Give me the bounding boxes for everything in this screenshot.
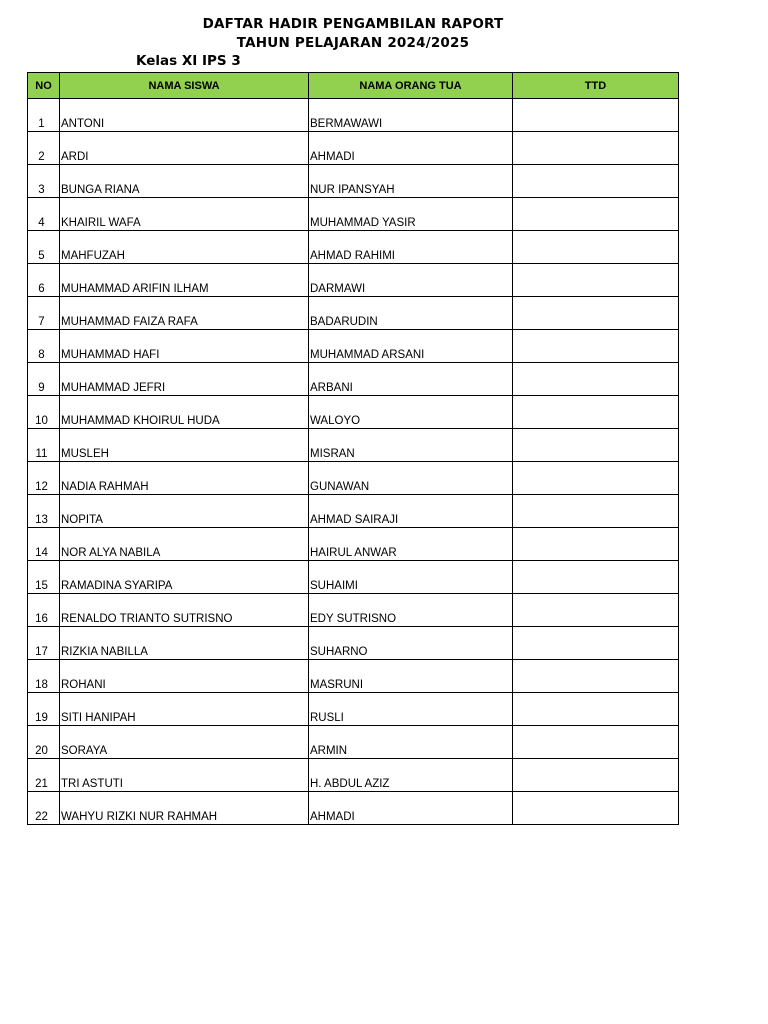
signature-cell [513,330,679,363]
parent-name: SUHAIMI [309,561,513,594]
signature-cell [513,726,679,759]
parent-name: MUHAMMAD YASIR [309,198,513,231]
signature-cell [513,660,679,693]
parent-name: EDY SUTRISNO [309,594,513,627]
student-name: SITI HANIPAH [60,693,309,726]
signature-cell [513,627,679,660]
student-name: MUSLEH [60,429,309,462]
parent-name: MASRUNI [309,660,513,693]
row-number: 19 [28,693,60,726]
signature-cell [513,759,679,792]
table-row [28,132,679,165]
table-row [28,627,679,660]
signature-cell [513,495,679,528]
table-row [28,528,679,561]
row-number: 10 [28,396,60,429]
row-number: 21 [28,759,60,792]
parent-name: AHMADI [309,132,513,165]
parent-name: H. ABDUL AZIZ [309,759,513,792]
signature-cell [513,132,679,165]
student-name: MUHAMMAD FAIZA RAFA [60,297,309,330]
student-name: MUHAMMAD ARIFIN ILHAM [60,264,309,297]
signature-cell [513,462,679,495]
signature-cell [513,363,679,396]
row-number: 18 [28,660,60,693]
table-row [28,363,679,396]
parent-name: MUHAMMAD ARSANI [309,330,513,363]
student-name: MUHAMMAD JEFRI [60,363,309,396]
parent-name: AHMAD SAIRAJI [309,495,513,528]
student-name: NOPITA [60,495,309,528]
student-name: ARDI [60,132,309,165]
table-header-row [28,73,679,99]
student-name: RIZKIA NABILLA [60,627,309,660]
student-name: KHAIRIL WAFA [60,198,309,231]
row-number: 20 [28,726,60,759]
table-row [28,330,679,363]
row-number: 3 [28,165,60,198]
table-row [28,165,679,198]
parent-name: MISRAN [309,429,513,462]
table-row [28,297,679,330]
header-nama-orang-tua: NAMA ORANG TUA [309,73,513,99]
row-number: 4 [28,198,60,231]
row-number: 2 [28,132,60,165]
signature-cell [513,297,679,330]
table-row [28,231,679,264]
student-name: MUHAMMAD HAFI [60,330,309,363]
table-row [28,264,679,297]
row-number: 13 [28,495,60,528]
row-number: 5 [28,231,60,264]
signature-cell [513,561,679,594]
student-name: RENALDO TRIANTO SUTRISNO [60,594,309,627]
signature-cell [513,693,679,726]
row-number: 12 [28,462,60,495]
row-number: 22 [28,792,60,825]
row-number: 15 [28,561,60,594]
parent-name: GUNAWAN [309,462,513,495]
parent-name: ARBANI [309,363,513,396]
row-number: 14 [28,528,60,561]
student-name: RAMADINA SYARIPA [60,561,309,594]
student-name: NOR ALYA NABILA [60,528,309,561]
row-number: 8 [28,330,60,363]
signature-cell [513,594,679,627]
table-row [28,462,679,495]
header-ttd: TTD [513,73,679,99]
table-body [28,99,679,825]
header-nama-siswa: NAMA SISWA [60,73,309,99]
signature-cell [513,792,679,825]
academic-year: TAHUN PELAJARAN 2024/2025 [236,35,470,51]
parent-name: SUHARNO [309,627,513,660]
signature-cell [513,396,679,429]
table-row [28,759,679,792]
student-name: NADIA RAHMAH [60,462,309,495]
student-name: ROHANI [60,660,309,693]
signature-cell [513,231,679,264]
parent-name: BERMAWAWI [309,99,513,132]
student-name: SORAYA [60,726,309,759]
student-name: MAHFUZAH [60,231,309,264]
row-number: 9 [28,363,60,396]
table-row [28,198,679,231]
signature-cell [513,264,679,297]
parent-name: DARMAWI [309,264,513,297]
header-no: NO [28,73,60,99]
table-row [28,99,679,132]
parent-name: AHMADI [309,792,513,825]
table-row [28,429,679,462]
student-name: MUHAMMAD KHOIRUL HUDA [60,396,309,429]
parent-name: BADARUDIN [309,297,513,330]
table-row [28,693,679,726]
signature-cell [513,165,679,198]
row-number: 1 [28,99,60,132]
signature-cell [513,198,679,231]
table-row [28,792,679,825]
table-row [28,495,679,528]
signature-cell [513,99,679,132]
class-label: Kelas XI IPS 3 [136,53,241,69]
document-title: DAFTAR HADIR PENGAMBILAN RAPORT [202,16,504,32]
table-row [28,561,679,594]
parent-name: WALOYO [309,396,513,429]
student-name: TRI ASTUTI [60,759,309,792]
parent-name: RUSLI [309,693,513,726]
student-name: ANTONI [60,99,309,132]
parent-name: ARMIN [309,726,513,759]
parent-name: HAIRUL ANWAR [309,528,513,561]
attendance-table [27,72,679,825]
table-row [28,660,679,693]
row-number: 17 [28,627,60,660]
table-row [28,594,679,627]
row-number: 11 [28,429,60,462]
row-number: 7 [28,297,60,330]
row-number: 6 [28,264,60,297]
student-name: BUNGA RIANA [60,165,309,198]
table-row [28,726,679,759]
table-row [28,396,679,429]
parent-name: AHMAD RAHIMI [309,231,513,264]
row-number: 16 [28,594,60,627]
parent-name: NUR IPANSYAH [309,165,513,198]
signature-cell [513,429,679,462]
student-name: WAHYU RIZKI NUR RAHMAH [60,792,309,825]
signature-cell [513,528,679,561]
